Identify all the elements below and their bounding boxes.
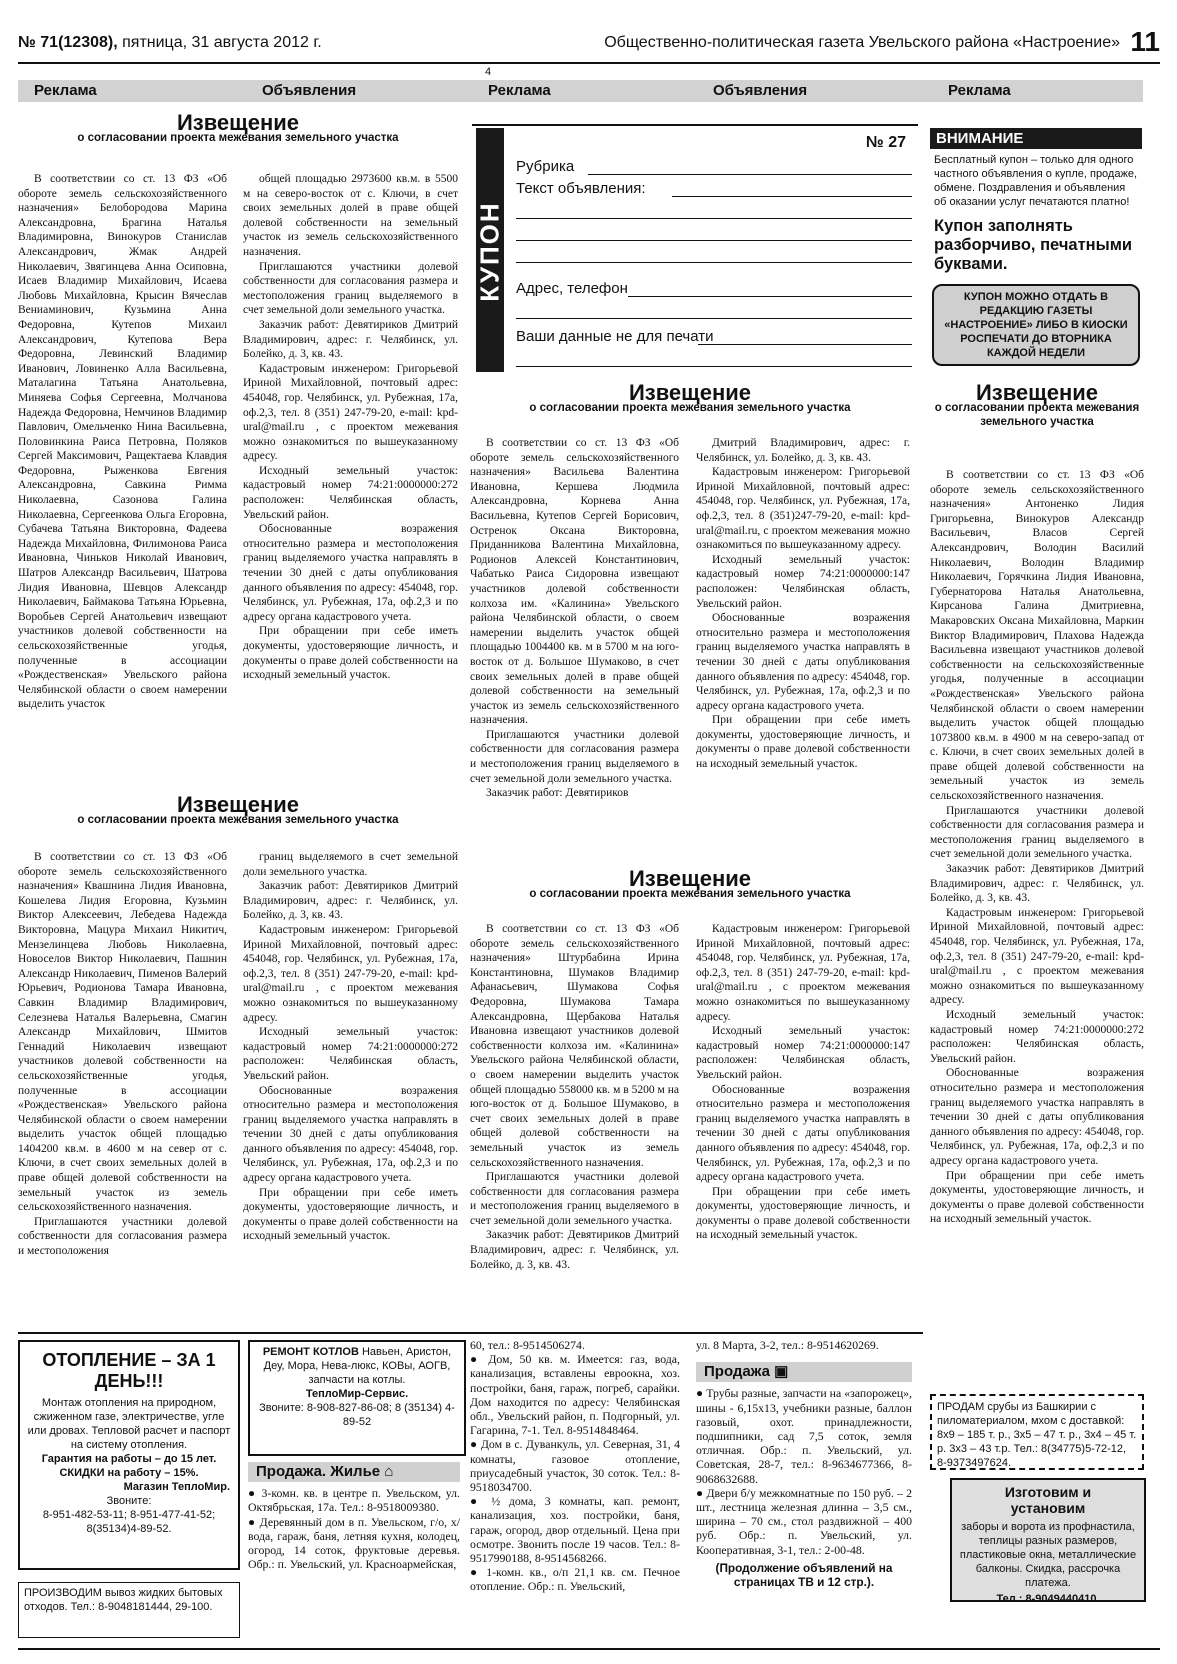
- notice-2-para: Обоснованные возражения относительно размера и местоположения границ выделяемого участка направлять в течении 30 дней с даты опубликования данного объявления по адресу: 454048, гор. Челябинск, ул. Рубежная, 17а, оф.2,3 и по адресу органа кадастрового учета.: [243, 1084, 458, 1185]
- coupon-top-rule: [472, 124, 918, 126]
- classified-item: ● Дом в с. Дуванкуль, ул. Северная, 31, 4 комнаты, газовое отопление, приусадебный участок, 30 соток. Тел.: 8-9518034700.: [470, 1437, 680, 1495]
- notice-5-col-left: [470, 922, 679, 1272]
- notice-1-para: Приглашаются участники долевой собственности для согласования размера и местоположения границ выделяемого в счет земельной доли земельного участка.: [243, 260, 458, 317]
- classified-col-3: [470, 1338, 680, 1594]
- coupon-side-strip: [476, 128, 504, 372]
- coupon-address-line[interactable]: [628, 296, 912, 297]
- nav-item-ads-2[interactable]: Реклама: [488, 82, 551, 99]
- coupon-notice-box: КУПОН МОЖНО ОТДАТЬ В РЕДАКЦИЮ ГАЗЕТЫ «НАСТРОЕНИЕ» ЛИБО В КИОСКИ РОСПЕЧАТИ ДО ВТОРНИКА КАЖДОЙ НЕДЕЛИ: [932, 284, 1140, 366]
- notice-4-para: При обращении при себе иметь документы, удостоверяющие личность, и документы о праве долевой собственности на исходный земельный участок.: [930, 1169, 1144, 1226]
- notice-4-col: [930, 468, 1144, 1227]
- gates-ad: [950, 1478, 1146, 1605]
- page-bottom-rule: [18, 1648, 1160, 1650]
- notice-5-para: При обращении при себе иметь документы, удостоверяющие личность, и документы о праве долевой собственности на исходный земельный участок.: [696, 1185, 910, 1242]
- notice-3-header: [470, 380, 910, 421]
- sale-section: [696, 1338, 912, 1589]
- notice-1-col-left: [18, 172, 227, 712]
- coupon-field-text: Текст объявления:: [516, 180, 646, 197]
- masthead: [18, 26, 1160, 56]
- coupon-notice-body: Бесплатный купон – только для одного частного объявления о купле, продаже, обмене. Поздравления и объявления об оказании услуг печатаются платно!: [934, 154, 1138, 208]
- notice-2-header: [18, 792, 458, 833]
- sale-item: ● Двери б/у межкомнатные по 150 руб. – 2 шт., лестница железная длинна – 3,5 см., ширина – 70 см., стол раздвижной – 400 руб. Обр.: п. Увельский, ул. Кооперативная, 3-1, тел.: 2-00-48.: [696, 1485, 912, 1557]
- boiler-ad-phones: Звоните: 8-908-827-86-08; 8 (35134) 4-89-52: [259, 1402, 455, 1428]
- nav-item-announcements-2[interactable]: Объявления: [713, 82, 808, 99]
- coupon-private-line[interactable]: [516, 366, 912, 367]
- notice-2-title: Извещение: [176, 792, 300, 817]
- notice-5-para: В соответствии со ст. 13 ФЗ «Об обороте земель сельскохозяйственного назначения» Штурбабина Ирина Константиновна, Шумаков Владимир Афанасьевич, Шумакова Софья Федоровна, Шумакова Тамара Александровна, Щербакова Наталья Ивановна извещают участников долевой собственности колхоза им. «Калинина» Увельского района Челябинской области, о своем намерении выделить участок общей площадью 558000 кв. м в 5200 м на юго-восток от д. Большое Шумаково, в счет своих земельных долей в праве общей долевой собственности на земельный участок из земель сельскохозяйственного назначения.: [470, 923, 679, 1169]
- coupon-notice: [930, 128, 1142, 372]
- notice-1-subtitle: о согласовании проекта межевания земельного участка: [77, 131, 399, 144]
- nav-item-ads-1[interactable]: Реклама: [34, 82, 97, 99]
- heating-ad-call: Звоните:: [106, 1495, 152, 1507]
- house-icon: ⌂: [384, 1463, 394, 1480]
- housing-item: ● Деревянный дом в п. Увельском, г/о, х/вода, гараж, баня, летняя кухня, колодец, огород, 14 соток, фруктовые деревья. Обр.: п. Увельский, ул. Красноармейская,: [248, 1514, 460, 1572]
- nav-item-ads-3[interactable]: Реклама: [948, 82, 1011, 99]
- notice-3-para: Заказчик работ: Девятириков: [486, 787, 629, 800]
- notice-4-title: Извещение: [975, 380, 1099, 405]
- continued-note: (Продолжение объявлений на страницах ТВ и 12 стр.).: [715, 1560, 893, 1590]
- notice-5-col-right: [696, 922, 910, 1243]
- coupon-address-line[interactable]: [516, 318, 912, 319]
- paper-name: Общественно-политическая газета Увельского района «Настроение»: [604, 34, 1120, 51]
- waste-ad: [18, 1582, 240, 1638]
- housing-item-text: Деревянный дом в п. Увельском, г/о, х/вода, гараж, баня, летняя кухня, колодец, огород, 14 соток, фруктовые деревья. Обр.: п. Увельский, ул. Красноармейская,: [248, 1514, 460, 1572]
- notice-2-col-left: [18, 850, 227, 1259]
- notice-5-para: Обоснованные возражения относительно размера и местоположения границ выделяемого участка направлять в течении 30 дней с даты опубликования данного объявления по адресу: 454048, гор. Челябинск, ул. Рубежная, 17а, оф.2,3 и по адресу органа кадастрового учета.: [696, 1083, 910, 1184]
- heating-ad-shop: Магазин ТеплоМир.: [123, 1481, 230, 1493]
- notice-4-para: В соответствии со ст. 13 ФЗ «Об обороте земель сельскохозяйственного назначения» Антоненко Лидия Григорьевна, Винокуров Александр Васильевич, Власов Сергей Александрович, Володин Василий Николаевич, Володин Владимир Николаевич, Горячкина Лидия Ивановна, Губернаторова Наталья Анатольевна, Кирсанова Галина Дмитриевна, Макаровских Оксана Михайловна, Маркин Виктор Владимирович, Плахова Надежда Васильевна извещают участников долевой собственности на сельскохозяйственные угодья, полученные в ассоциации «Рождественская» Увельского района Челябинской области о своем намерении выделить участок общей площадью 1073800 кв.м. в 4900 м на северо-запад от с. Ключи, в счет своих земельных долей в праве общей долевой собственности на земельный участок из земель сельскохозяйственного назначения.: [930, 469, 1144, 803]
- classified-item: ● ½ дома, 3 комнаты, кап. ремонт, канализация, хоз. постройки, баня, гараж, огород, двор отдельный. Цена при осмотре. Звонить после 19 часов. Тел.: 8-9517990188, 8-9514568266.: [470, 1494, 680, 1566]
- coupon-text-line[interactable]: [516, 240, 912, 241]
- notice-1-para: Заказчик работ: Девятириков Дмитрий Владимирович, адрес: г. Челябинск, ул. Болейко, д. 3, кв. 43.: [243, 318, 458, 361]
- coupon-text-line[interactable]: [516, 218, 912, 219]
- notice-2-para: Кадастровым инженером: Григорьевой Ириной Михайловной, почтовый адрес: 454048, гор. Челябинск, ул. Рубежная, 17а, оф.2,3, тел. 8 (351) 247-79-20, e-mail: kpd-ural@mail.ru , с проектом межевания можно ознакомиться по вышеуказанному адресу.: [243, 923, 458, 1024]
- page-number: 11: [1130, 26, 1160, 57]
- coupon-field-address: Адрес, телефон: [516, 280, 628, 297]
- waste-ad-text: ПРОИЗВОДИМ вывоз жидких бытовых отходов. Тел.: 8-9048181444, 29-100.: [24, 1587, 223, 1613]
- notice-2-col-right: [243, 850, 458, 1244]
- notice-2-subtitle: о согласовании проекта межевания земельного участка: [77, 813, 399, 826]
- classified-item: 60, тел.: 8-9514506274.: [470, 1338, 585, 1352]
- boiler-ad-body: Навьен, Аристон, Деу, Мора, Нева-люкс, КОВы, АОГВ, запчасти на котлы.: [263, 1346, 452, 1386]
- notice-5-title: Извещение: [628, 866, 752, 891]
- ad-coupon-form[interactable]: [476, 128, 912, 373]
- heating-ad-phones: 8-951-482-53-11; 8-951-477-41-52; 8(35134)4-89-52.: [42, 1509, 216, 1535]
- logs-ad: [930, 1394, 1144, 1470]
- sale-section-title: [696, 1362, 912, 1382]
- heating-ad-guarantee: Гарантия на работы – до 15 лет.: [41, 1453, 217, 1465]
- boiler-ad-firm: ТеплоМир-Сервис.: [305, 1388, 409, 1400]
- notice-4-para: Обоснованные возражения относительно размера и местоположения границ выделяемого участка направлять в течении 30 дней с даты опубликования данного объявления по адресу: 454048, гор. Челябинск, ул. Рубежная, 17а, оф.2,3 и по адресу органа кадастрового учета.: [930, 1067, 1144, 1167]
- notice-3-para: При обращении при себе иметь документы, удостоверяющие личность, и документы о праве долевой собственности на исходный земельный участок.: [696, 714, 910, 771]
- notice-4-header: [930, 380, 1144, 436]
- notice-2-para: При обращении при себе иметь документы, удостоверяющие личность, и документы о праве долей собственности на исходный земельный участок.: [243, 1186, 458, 1243]
- coupon-number: № 27: [865, 134, 906, 151]
- notice-1-text: В соответствии со ст. 13 ФЗ «Об обороте земель сельскохозяйственного назначения» Белобородова Марина Александровна, Брагина Наталья Владимировна, Винокуров Станислав Александрович, Жмак Андрей Николаевич, Звягинцева Анна Осиповна, Исаев Владимир Михайлович, Исаева Любовь Михайловна, Крысин Вячеслав Вениаминович, Кузьмина Анна Федоровна, Кутепов Михаил Александрович, Кутепова Вера Федоровна, Левинский Владимир Иванович, Ловиненко Алла Васильевна, Маталагина Татьяна Анатольевна, Миняева Софья Сергеевна, Молчанова Надежда Федоровна, Немчинов Владимир Павлович, Омельченко Нина Васильевна, Половинкина Раиса Петровна, Поляков Сергей Максимович, Ращектаева Клавдия Федоровна, Рыженкова Евгения Александровна, Савкина Римма Николаевна, Сазонова Галина Николаевна, Сергеенкова Ольга Егоровна, Субачева Татьяна Викторовна, Фадеева Надежда Михайловна, Филимонова Раиса Ивановна, Чиньков Николай Иванович, Шатров Александр Васильевич, Шатрова Лидия Ивановна, Шевцов Александр Николаевич, Баймакова Татьяна Юрьевна, Воробьев Сергей Анатольевич извещают участников долевой собственности на сельскохозяйственные угодья, полученные в ассоциации «Рождественская» Увельского района Челябинской области о своем намерении выделить участок: [18, 173, 227, 711]
- notice-5-subtitle: о согласовании проекта межевания земельного участка: [529, 887, 851, 900]
- classifieds-top-rule: [18, 1332, 923, 1334]
- housing-item: ● 3-комн. кв. в центре п. Увельском, ул. Октябрьская, 17а. Тел.: 8-9518009380.: [248, 1486, 461, 1515]
- notice-2-para: границ выделяемого в счет земельной доли земельного участка.: [243, 851, 458, 878]
- heating-ad: [18, 1340, 240, 1570]
- coupon-field-rubric: Рубрика: [516, 158, 575, 175]
- housing-item-text: 3-комн. кв. в центре п. Увельском, ул. Октябрьская, 17а. Тел.: 8-9518009380.: [248, 1486, 461, 1515]
- classified-item: ● 1-комн. кв., о/п 21,1 кв. см. Печное отопление. Обр.: п. Увельский,: [470, 1565, 680, 1594]
- coupon-notice-title: ВНИМАНИЕ: [930, 128, 1142, 149]
- notice-4-subtitle: о согласовании проекта межевания земельного участка: [934, 401, 1140, 429]
- gates-ad-title: Изготовим и установим: [1004, 1484, 1092, 1516]
- notice-4-para: Кадастровым инженером: Григорьевой Ириной Михайловной, почтовый адрес: 454048, гор. Челябинск, ул. Рубежная, 17а, оф.2,3, тел. 8 (351) 247-79-20, e-mail: kpd-ural@mail.ru , с проектом межевания можно ознакомиться по вышеуказанному адресу.: [930, 906, 1144, 1007]
- classified-item: ● Дом, 50 кв. м. Имеется: газ, вода, канализация, вставлены евроокна, хоз. постройки, баня, гараж, погреб, сарайки. Дом находится по адресу: Челябинская обл., Увельский район, п. Подгорный, ул. Гагарина, 7-1. Тел. 8-9514848464.: [470, 1352, 680, 1438]
- notice-3-para: В соответствии со ст. 13 ФЗ «Об обороте земель сельскохозяйственного назначения» Васильева Валентина Ивановна, Кершева Людмила Александровна, Корнева Анна Васильевна, Кутепов Сергей Борисович, Остренок Оксана Викторовна, Приданникова Валентина Михайловна, Родионов Алексей Константинович, Чабатько Раиса Сидоровна извещают участников долевой собственности колхоза им. «Калинина» Увельского района Челябинской области, о своем намерении выделить участок общей площадью 1004400 кв. м в 5700 м на юго-восток от д. Большое Шумаково, в счет своих земельных долей в праве общей долевой собственности на земельный участок из земель сельскохозяйственного назначения.: [470, 437, 679, 727]
- notice-3-col-right: [696, 436, 910, 772]
- notice-5-para: Приглашаются участники долевой собственности для согласования размера и местоположения границ выделяемого в счет земельной доли земельного участка.: [470, 1171, 679, 1227]
- coupon-text-line[interactable]: [672, 196, 912, 197]
- notice-3-para: Дмитрий Владимирович, адрес: г. Челябинск, ул. Болейко, д. 3, кв. 43.: [696, 437, 910, 464]
- notice-1-title: Извещение: [176, 110, 300, 135]
- sale-item: ● Трубы разные, запчасти на «запорожец», шины - 6,15х13, учебники разные, баллон газовый, охот. принадлежности, подшипники, сад 7,5 соток, земля отличная. Обр.: п. Увельский, ул. Советская, 28-7, тел.: 8-9634677366, 8-9068632688.: [696, 1386, 912, 1486]
- issue-number: № 71(12308),: [18, 34, 118, 51]
- nav-item-announcements-1[interactable]: Объявления: [262, 82, 357, 99]
- notice-5-para: Заказчик работ: Девятириков Дмитрий Владимирович, адрес: г. Челябинск, ул. Болейко, д. 3, кв. 43.: [470, 1229, 679, 1271]
- notice-5-para: Кадастровым инженером: Григорьевой Ириной Михайловной, почтовый адрес: 454048, гор. Челябинск, ул. Рубежная, 17а, оф.2,3, тел. 8 (351) 247-79-20, e-mail: kpd-ural@mail.ru , с проектом межевания можно ознакомиться по вышеуказанному адресу.: [696, 923, 910, 1023]
- notice-1-para: Исходный земельный участок: кадастровый номер 74:21:0000000:272 расположен: Челябинская область, Увельский район.: [243, 464, 458, 521]
- notice-3-subtitle: о согласовании проекта межевания земельного участка: [529, 401, 851, 414]
- notice-1-para: общей площадью 2973600 кв.м. в 5500 м на северо-восток от с. Ключи, в счет своих земельных долей в праве общей долевой собственности на земельный участок из земель сельскохозяйственного назначения.: [243, 173, 458, 258]
- coupon-text-line[interactable]: [516, 262, 912, 263]
- notice-3-para: Кадастровым инженером: Григорьевой Ириной Михайловной, почтовый адрес: 454048, гор. Челябинск, ул. Рубежная, 17а, оф.2,3, тел. 8 (351)247-79-20, e-mail: kpd-ural@mail.ru, с проектом межевания можно ознакомиться по вышеуказанному адресу.: [696, 466, 910, 552]
- logs-ad-text: ПРОДАМ срубы из Башкирии с пиломатериалом, мхом с доставкой: 8х9 – 185 т. р., 3х5 – 47 т. р., 3х4 – 45 т. р. 3х3 – 43 т.р. Тел.: 8(34775)5-72-12, 8-9373497624.: [937, 1401, 1137, 1469]
- housing-section-title: [248, 1462, 460, 1482]
- coupon-field-private: Ваши данные не для печати: [516, 328, 714, 345]
- gates-ad-phone: Тел.: 8-9049440410.: [996, 1593, 1100, 1605]
- notice-5-header: [470, 866, 910, 907]
- notice-1-para: Кадастровым инженером: Григорьевой Ириной Михайловной, почтовый адрес: 454048, гор. Челябинск, ул. Рубежная, 17а, оф.2,3, тел. 8 (351) 247-79-20, e-mail: kpd-ural@mail.ru , с проектом межевания можно ознакомиться по вышеуказанному адресу.: [243, 362, 458, 463]
- housing-title-text: Продажа. Жилье: [256, 1463, 381, 1480]
- notice-3-para: Исходный земельный участок: кадастровый номер 74:21:0000000:147 расположен: Челябинская область, Увельский район.: [696, 553, 910, 610]
- boiler-ad-title: РЕМОНТ КОТЛОВ: [262, 1346, 359, 1358]
- heating-ad-discount: СКИДКИ на работу – 15%.: [59, 1467, 199, 1479]
- notice-3-col-left: [470, 436, 679, 801]
- classified-item: ул. 8 Марта, 3-2, тел.: 8-9514620269.: [696, 1338, 879, 1352]
- sale-title-text: Продажа: [704, 1363, 770, 1381]
- page-marker: 4: [485, 66, 492, 78]
- coupon-private-line[interactable]: [698, 344, 912, 345]
- coupon-label: КУПОН: [474, 201, 505, 302]
- notice-1-para: Обоснованные возражения относительно размера и местоположения границ выделяемого участка направлять в течении 30 дней с даты опубликования данного объявления по адресу: 454048, гор. Челябинск, ул. Рубежная, 17а, оф.2,3 и по адресу органа кадастрового учета.: [243, 523, 458, 623]
- boiler-ad: [248, 1340, 466, 1456]
- notice-3-title: Извещение: [628, 380, 752, 405]
- notice-3-para: Обоснованные возражения относительно размера и местоположения границ выделяемого участка направлять в течении 30 дней с даты опубликования данного объявления по адресу: 454048, гор. Челябинск, ул. Рубежная, 17а, оф.2,3 и по адресу органа кадастрового учета.: [696, 612, 910, 712]
- masthead-rule: [18, 62, 1160, 64]
- notice-1-header: [18, 110, 458, 151]
- gates-ad-body: заборы и ворота из профнастила, теплицы разных размеров, пластиковые окна, металлические балконы. Скидка, рассрочка платежа.: [959, 1521, 1137, 1589]
- cart-icon: ▣: [774, 1363, 789, 1381]
- coupon-notice-fill: Купон заполнять разборчиво, печатными буквами.: [934, 217, 1133, 273]
- notice-2-para: Исходный земельный участок: кадастровый номер 74:21:0000000:272 расположен: Челябинская область, Увельский район.: [243, 1026, 458, 1082]
- notice-2-para: В соответствии со ст. 13 ФЗ «Об обороте земель сельскохозяйственного назначения» Квашнина Лидия Ивановна, Кошелева Лидия Егоровна, Кузьмин Виктор Алексеевич, Лебедева Надежда Викторовна, Мацура Михаил Никитич, Мензелинцева Любовь Николаевна, Новоселов Виктор Николаевич, Пашнин Александр Николаевич, Пименов Валерий Юрьевич, Родионова Тамара Ивановна, Савкин Владимир Владимирович, Селезнева Наталья Валерьевна, Смагин Александр Михайлович, Шмитов Геннадий Николаевич извещают участников долевой собственности на сельскохозяйственные угодья, полученные в ассоциации «Рождественская» Увельского района Челябинской области о своем намерении выделить участок общей площадью 1404200 кв.м. в 4600 м на север от с. Ключи, в счет своих земельных долей в праве общей долевой собственности на земельный участок из земель сельскохозяйственного назначения.: [18, 851, 227, 1214]
- notice-4-para: Исходный земельный участок: кадастровый номер 74:21:0000000:272 расположен: Челябинская область, Увельский район.: [930, 1008, 1144, 1065]
- heating-ad-title: ОТОПЛЕНИЕ – ЗА 1 ДЕНЬ!!!: [42, 1350, 216, 1391]
- issue-date: пятница, 31 августа 2012 г.: [122, 34, 322, 51]
- notice-2-para: Заказчик работ: Девятириков Дмитрий Владимирович, адрес: г. Челябинск, ул. Болейко, д. 3, кв. 43.: [243, 880, 458, 922]
- coupon-rubric-line[interactable]: [588, 174, 912, 175]
- heating-ad-body: Монтаж отопления на природном, сжиженном газе, электричестве, угле или дровах. Тепловой расчет и паспорт на систему отопления.: [27, 1397, 231, 1451]
- housing-section: [248, 1456, 460, 1571]
- section-nav-bar: [18, 80, 1143, 102]
- notice-4-para: Приглашаются участники долевой собственности для согласования размера и местоположения границ выделяемого в счет земельной доли земельного участка.: [930, 804, 1144, 861]
- notice-5-para: Исходный земельный участок: кадастровый номер 74:21:0000000:147 расположен: Челябинская область, Увельский район.: [696, 1025, 910, 1081]
- notice-3-para: Приглашаются участники долевой собственности для согласования размера и местоположения границ выделяемого в счет земельной доли земельного участка.: [470, 728, 679, 785]
- issue-line: [18, 34, 322, 52]
- notice-2-para: Приглашаются участники долевой собственности для согласования размера и местоположения: [18, 1215, 227, 1258]
- notice-1-col-right: [243, 172, 458, 683]
- notice-1-para: При обращении при себе иметь документы, удостоверяющие личность, и документы о праве долей собственности на исходный земельный участок.: [243, 625, 458, 682]
- notice-4-para: Заказчик работ: Девятириков Дмитрий Владимирович, адрес: г. Челябинск, ул. Болейко, д. 3, кв. 43.: [930, 863, 1144, 905]
